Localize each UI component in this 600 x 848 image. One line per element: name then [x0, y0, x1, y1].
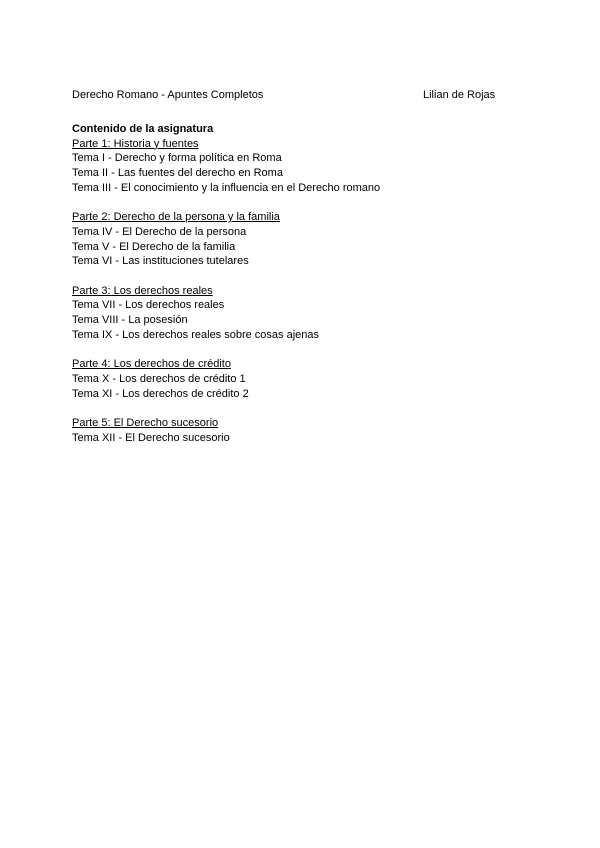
part-title: Parte 3: Los derechos reales — [72, 284, 213, 297]
part-section — [72, 357, 542, 401]
topic-item: Tema VI - Las instituciones tutelares — [72, 255, 249, 268]
topic-item: Tema IV - El Derecho de la persona — [72, 225, 247, 238]
topic-item: Tema VII - Los derechos reales — [72, 299, 225, 312]
topic-item: Tema XI - Los derechos de crédito 2 — [72, 387, 249, 400]
part-section — [72, 416, 542, 445]
topic-item: Tema IX - Los derechos reales sobre cosas ajenas — [72, 328, 320, 341]
contents-heading: Contenido de la asignatura — [72, 123, 214, 135]
topic-item: Tema XII - El Derecho sucesorio — [72, 431, 230, 444]
document-author: Lilian de Rojas — [423, 89, 496, 101]
part-title: Parte 2: Derecho de la persona y la familia — [72, 211, 280, 224]
part-title: Parte 1: Historia y fuentes — [72, 137, 199, 150]
document-title: Derecho Romano - Apuntes Completos — [72, 89, 264, 101]
part-title: Parte 4: Los derechos de crédito — [72, 358, 231, 371]
part-title: Parte 5: El Derecho sucesorio — [72, 417, 219, 429]
topic-item: Tema I - Derecho y forma política en Roma — [72, 152, 282, 165]
topic-item: Tema II - Las fuentes del derecho en Roma — [72, 167, 283, 180]
part-section — [72, 210, 542, 269]
topic-item: Tema VIII - La posesión — [72, 314, 188, 327]
part-section — [72, 137, 542, 196]
topic-item: Tema V - El Derecho de la familia — [72, 240, 236, 253]
topic-item: Tema III - El conocimiento y la influencia en el Derecho romano — [72, 181, 381, 194]
topic-item: Tema X - Los derechos de crédito 1 — [72, 372, 246, 385]
table-of-contents — [72, 122, 542, 460]
part-section — [72, 284, 542, 343]
